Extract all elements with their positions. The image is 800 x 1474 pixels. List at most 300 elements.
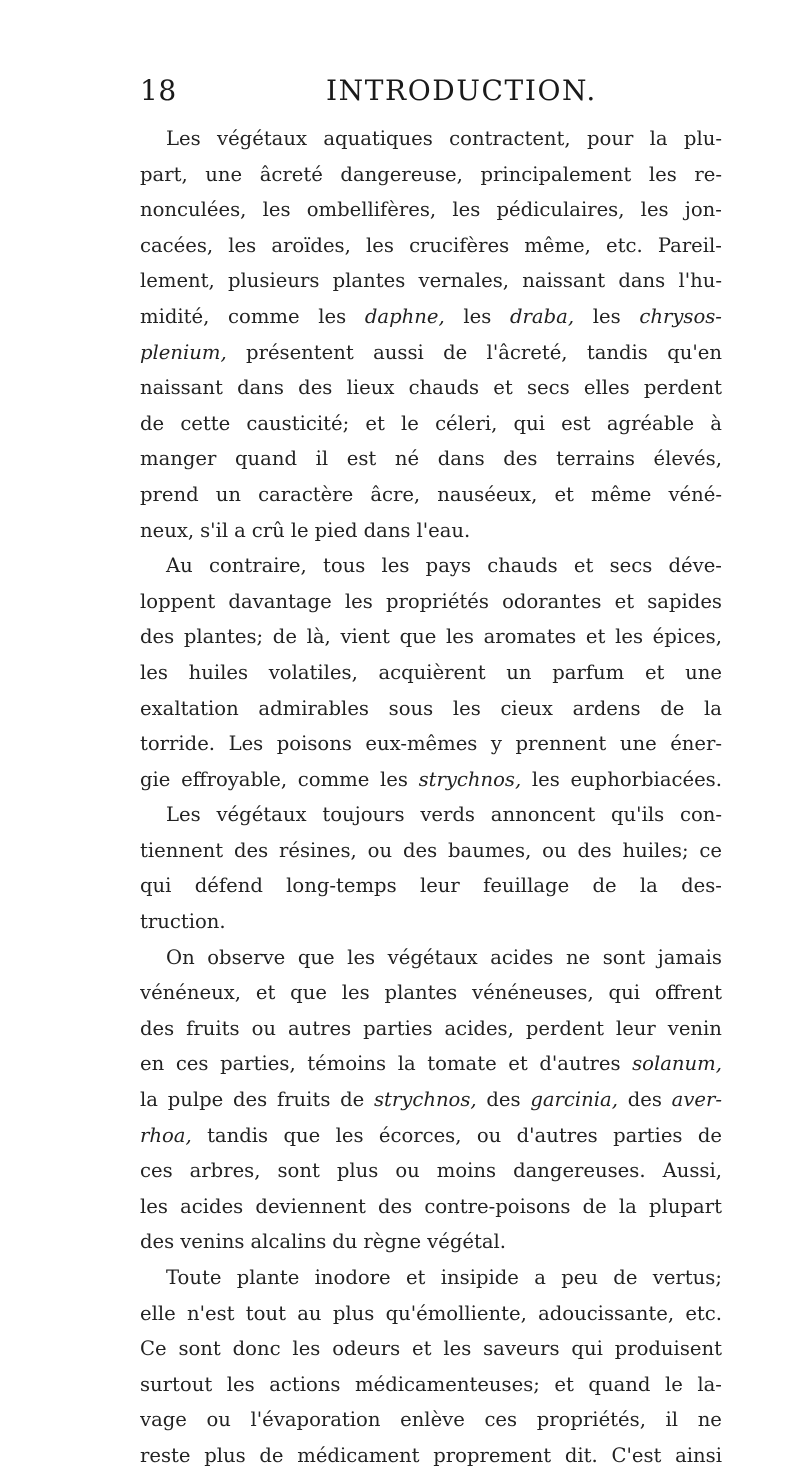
word: huiles; [622,838,689,862]
word: ou [251,1016,276,1040]
word: Toute [166,1266,222,1289]
word: des [503,447,538,471]
text-line [140,299,722,335]
word: défend [194,874,263,898]
word: une [619,732,657,756]
word: exaltation [140,696,239,720]
word: qui [608,981,640,1005]
word: acides [180,1194,244,1218]
word: odeurs [332,1337,401,1361]
word: véné- [668,482,722,506]
word: la [397,1052,416,1076]
word: dans [363,518,411,542]
word: qui [513,411,545,435]
word: plu- [683,127,722,150]
word: adoucissante, [538,1301,675,1325]
word: poisons [276,732,352,756]
word: la [618,1194,637,1218]
text-line [140,228,722,264]
word: et [493,376,513,400]
word: fruits [186,1016,240,1040]
word: neux, [140,518,195,542]
word: propriétés [385,589,489,613]
word: de [140,411,165,435]
word: dangereuse, [340,162,463,186]
word: les [318,304,347,328]
text-line [140,1260,722,1296]
word: du [332,1230,358,1254]
word: effroyable, [181,767,288,791]
word: cette [180,411,231,435]
word: quand [588,1372,651,1396]
word: les [648,162,677,186]
word: et [573,554,594,578]
word: perdent [525,1016,604,1040]
word: loppent [140,589,216,613]
word: observe [207,945,286,969]
text-line [140,1046,722,1082]
word: de [272,625,297,649]
word: Aussi, [662,1159,722,1183]
word: les [140,1194,168,1218]
word: que [290,981,327,1005]
word: végétal. [427,1230,507,1254]
word: leur [419,874,460,898]
word: ce [699,838,722,862]
text-line [140,335,722,371]
word: de [259,1443,284,1467]
word: médicamenteuses; [355,1372,540,1396]
text-line [140,263,722,299]
word: arbres, [189,1159,261,1183]
word: perdent [643,376,722,400]
word: vage [140,1408,187,1432]
word: de [613,1266,638,1289]
word: sont [178,1337,221,1361]
word: aquatiques [323,127,433,150]
word: Les [228,732,264,756]
word: parties [363,1016,433,1040]
word: produisent [614,1337,722,1361]
word: et [508,1052,528,1076]
word: part, [140,162,188,186]
word: la [649,127,668,150]
text-line [140,1153,722,1189]
word: aromates [483,625,577,649]
word: insipide [440,1266,519,1289]
word: tiennent [140,838,224,862]
word: les [463,304,492,328]
word: végétaux [217,127,308,150]
word: plus [204,1443,246,1467]
word: volatiles, [268,660,358,684]
word: des [298,376,333,400]
word: sous [388,696,434,720]
word: ardens [572,696,641,720]
text-line [140,192,722,228]
word: les [347,945,376,969]
word: propriétés, [536,1408,646,1432]
word: et [365,411,385,435]
word: cieux [500,696,553,720]
word: l'hu- [678,269,722,293]
word: pédiculaires, [496,198,625,222]
word: saveurs [483,1337,560,1361]
italic-word: strychnos, [418,767,522,791]
italic-word: plenium, [140,340,227,364]
word: les [335,1123,364,1147]
word: même [591,482,652,506]
word: les [226,1372,255,1396]
word: règne [363,1230,422,1254]
word: des [378,1194,413,1218]
word: jamais [657,945,722,969]
text-line [140,1224,722,1260]
word: que [297,945,335,969]
italic-word: draba, [510,304,575,328]
italic-word: chrysos- [639,304,722,328]
word: est [346,447,377,471]
word: il [315,447,329,471]
page-number: 18 [140,74,177,107]
word: re- [694,162,722,186]
word: les [615,625,643,649]
word: a [234,518,246,542]
word: parfum [552,660,625,684]
word: que [399,625,437,649]
word: né [394,447,420,471]
word: plusieurs [228,269,320,293]
word: dans [237,376,284,400]
text-line [140,1402,722,1438]
word: acides, [444,1016,514,1040]
word: témoins [307,1052,387,1076]
text-line [140,370,722,406]
italic-word: garcinia, [530,1088,618,1112]
word: de [697,1123,722,1147]
word: élevés, [653,447,722,471]
word: un [215,482,242,506]
word: crû [251,518,285,542]
word: odorantes [502,589,602,613]
word: deviennent [255,1194,366,1218]
word: contre-poisons [424,1194,571,1218]
word: long-temps [286,874,397,898]
word: euphorbiacées. [570,767,722,791]
word: prend [140,482,199,506]
word: le [401,411,419,435]
word: comme [228,304,300,328]
word: végétaux [216,803,307,827]
word: ou [476,1123,502,1147]
word: a [534,1266,546,1289]
text-line [140,1189,722,1225]
word: ces [140,1159,173,1183]
word: cacées, [140,233,214,257]
word: moins [436,1159,497,1183]
text-line [140,548,722,584]
word: des [140,625,175,649]
word: les [452,696,481,720]
word: offrent [654,981,722,1005]
word: sont [277,1159,320,1183]
word: crucifères [409,233,510,257]
word: ne [565,945,591,969]
word: des [233,1088,268,1112]
word: acides [490,945,554,969]
word: torride. [140,732,216,756]
word: ou [206,1408,231,1432]
text-line [140,904,722,940]
word: les [379,767,408,791]
word: caractère [258,482,354,506]
text-line [140,726,722,762]
word: truction. [140,910,226,934]
text-line [140,868,722,904]
word: et [554,482,574,506]
word: un [506,660,532,684]
word: des [577,838,612,862]
word: éner- [670,732,722,756]
word: pied [314,518,358,542]
word: même, [524,233,591,257]
word: dit. [564,1443,598,1467]
word: verds [420,803,475,827]
word: plupart [649,1194,722,1218]
word: âcre, [370,482,421,506]
word: et [585,625,606,649]
word: parties [613,1123,683,1147]
word: les [262,198,291,222]
word: Pareil- [657,233,722,257]
word: quand [235,447,298,471]
word: proprement [433,1443,552,1467]
word: vénéneux, [140,981,241,1005]
word: admirables [258,696,369,720]
word: une [205,162,243,186]
word: dans [618,269,666,293]
word: médicament [297,1443,420,1467]
word: l'eau. [416,518,471,542]
word: Au [166,554,193,578]
word: les [140,660,168,684]
word: ainsi [675,1443,722,1467]
italic-word: rhoa, [140,1123,192,1147]
word: gie [140,767,171,791]
word: plus [336,1159,379,1183]
word: inodore [314,1266,391,1289]
word: venins [180,1230,245,1254]
word: midité, [140,304,210,328]
text-line [140,1296,722,1332]
word: écorces, [378,1123,462,1147]
word: prennent [515,732,607,756]
word: autres [287,1016,352,1040]
running-head [140,74,720,114]
word: enlève [400,1408,465,1432]
word: plantes; [183,625,264,649]
word: C'est [611,1443,662,1467]
word: nonculées, [140,198,247,222]
body-text [140,121,722,1474]
word: alcalins [250,1230,327,1254]
word: et [405,1266,426,1289]
word: des [233,838,269,862]
text-line [140,1367,722,1403]
text-line [140,1331,722,1367]
word: pays [425,554,472,578]
word: causticité; [246,411,350,435]
text-line [140,619,722,655]
word: contraire, [208,554,307,578]
word: vient [340,625,390,649]
word: le [290,518,309,542]
word: tout [245,1301,286,1325]
word: s'il [200,518,229,542]
text-line [140,1118,722,1154]
text-line [140,833,722,869]
word: fruits [276,1088,331,1112]
word: agréable [606,411,695,435]
word: à [710,411,722,435]
word: et [255,981,276,1005]
word: chauds [487,554,558,578]
word: jon- [684,198,722,222]
word: des [140,1230,175,1254]
word: baumes, [448,838,532,862]
word: elle [140,1301,176,1325]
word: les [452,198,481,222]
word: pulpe [167,1088,224,1112]
word: et [412,1337,432,1361]
word: l'évaporation [250,1408,381,1432]
word: chauds [408,376,480,400]
word: les [366,233,394,257]
word: dangereuses. [513,1159,646,1183]
word: comme [297,767,370,791]
word: donc [232,1337,281,1361]
word: feuillage [483,874,570,898]
word: On [166,945,195,969]
word: surtout [140,1372,213,1396]
word: le [664,1372,683,1396]
word: est [561,411,591,435]
word: là, [306,625,331,649]
word: des- [681,874,722,898]
word: une [685,660,722,684]
word: huiles [188,660,249,684]
word: ces [175,1052,209,1076]
word: la [704,696,722,720]
word: vertus; [652,1266,722,1289]
word: leur [615,1016,656,1040]
word: actions [269,1372,341,1396]
text-line [140,975,722,1011]
word: davantage [228,589,332,613]
word: présentent [246,340,354,364]
word: sapides [647,589,722,613]
word: eux-mêmes [365,732,478,756]
word: que [283,1123,321,1147]
word: les [446,625,474,649]
word: les [292,1337,321,1361]
text-line [140,121,722,157]
word: dans [437,447,485,471]
word: en [140,1052,165,1076]
text-line [140,441,722,477]
word: de [340,1088,365,1112]
word: Les [166,127,201,150]
word: et [644,660,665,684]
word: sont [602,945,646,969]
word: épices, [652,625,722,649]
word: plante [236,1266,300,1289]
italic-word: daphne, [364,304,445,328]
word: la [639,874,658,898]
word: âcreté [259,162,323,186]
word: parties, [220,1052,296,1076]
word: tandis [207,1123,269,1147]
word: les [228,233,257,257]
word: Ce [140,1337,167,1361]
word: con- [679,803,722,827]
word: reste [140,1443,191,1467]
word: naissant [522,269,606,293]
word: les [531,767,560,791]
word: lieux [346,376,395,400]
word: qui [571,1337,603,1361]
word: ne [697,1408,722,1432]
word: et [614,589,635,613]
word: de [582,1194,607,1218]
text-line [140,513,722,549]
word: n'est [187,1301,235,1325]
word: les [344,589,373,613]
word: ombellifères, [306,198,437,222]
word: vénéneuses, [472,981,594,1005]
word: naissant [140,376,223,400]
word: des [402,838,438,862]
text-line [140,1082,722,1118]
text-line [140,691,722,727]
word: qui [140,874,172,898]
word: pour [586,127,634,150]
text-line [140,584,722,620]
word: de [443,340,468,364]
word: la- [697,1372,722,1396]
word: ou [367,838,393,862]
text-line [140,1438,722,1474]
word: d'autres [539,1052,621,1076]
word: les [640,198,669,222]
word: aroïdes, [271,233,351,257]
word: Les [166,803,201,827]
word: etc. [606,233,643,257]
word: aussi [373,340,424,364]
chapter-title: INTRODUCTION. [326,74,597,107]
word: au [297,1301,322,1325]
word: déve- [668,554,722,578]
word: les [592,304,621,328]
word: nauséeux, [437,482,538,506]
word: de [592,874,617,898]
word: secs [526,376,570,400]
word: y [490,732,502,756]
text-line [140,406,722,442]
word: principalement [480,162,632,186]
text-line [140,940,722,976]
word: qu'émolliente, [385,1301,527,1325]
